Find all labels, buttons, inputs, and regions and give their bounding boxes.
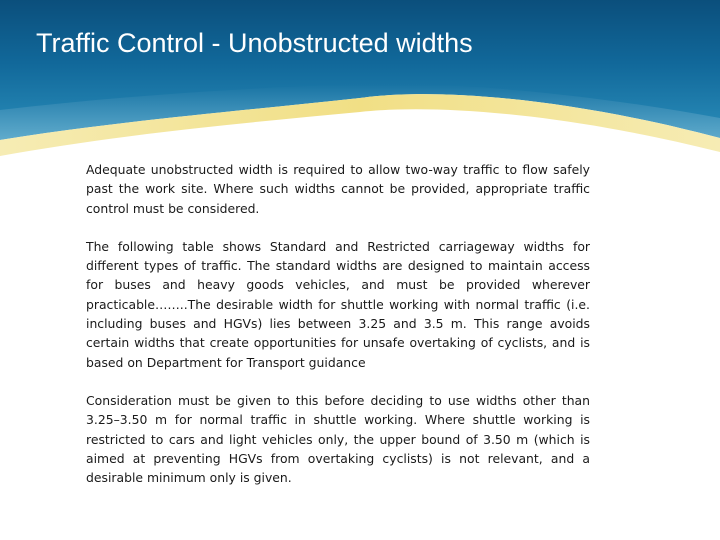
- slide-body: [86, 160, 590, 506]
- paragraph-carriageway-widths: The following table shows Standard and Restricted carriageway widths for different types of traffic. The standard widths are designed to maintain access for buses and heavy goods vehicles, and must be provided wherever practicable……..The desirable width for shuttle working with normal traffic (i.e. including buses and HGVs) lies between 3.25 and 3.5 m. This range avoids certain widths that create opportunities for unsafe overtaking of cyclists, and is based on Department for Transport guidance: [86, 238, 590, 370]
- paragraph-shuttle-working: Consideration must be given to this before deciding to use widths other than 3.25–3.50 m for normal traffic in shuttle working. Where shuttle working is restricted to cars and light vehicles only, the upper bound of 3.50 m (which is aimed at preventing HGVs from overtaking cyclists) is not relevant, and a desirable minimum only is given.: [86, 392, 590, 486]
- slide-title: Traffic Control - Unobstructed widths: [36, 28, 473, 58]
- header-band: [0, 0, 720, 160]
- paragraph-unobstructed-width: Adequate unobstructed width is required to allow two-way traffic to flow safely past the work site. Where such widths cannot be provided, appropriate traffic control must be considered.: [86, 162, 590, 216]
